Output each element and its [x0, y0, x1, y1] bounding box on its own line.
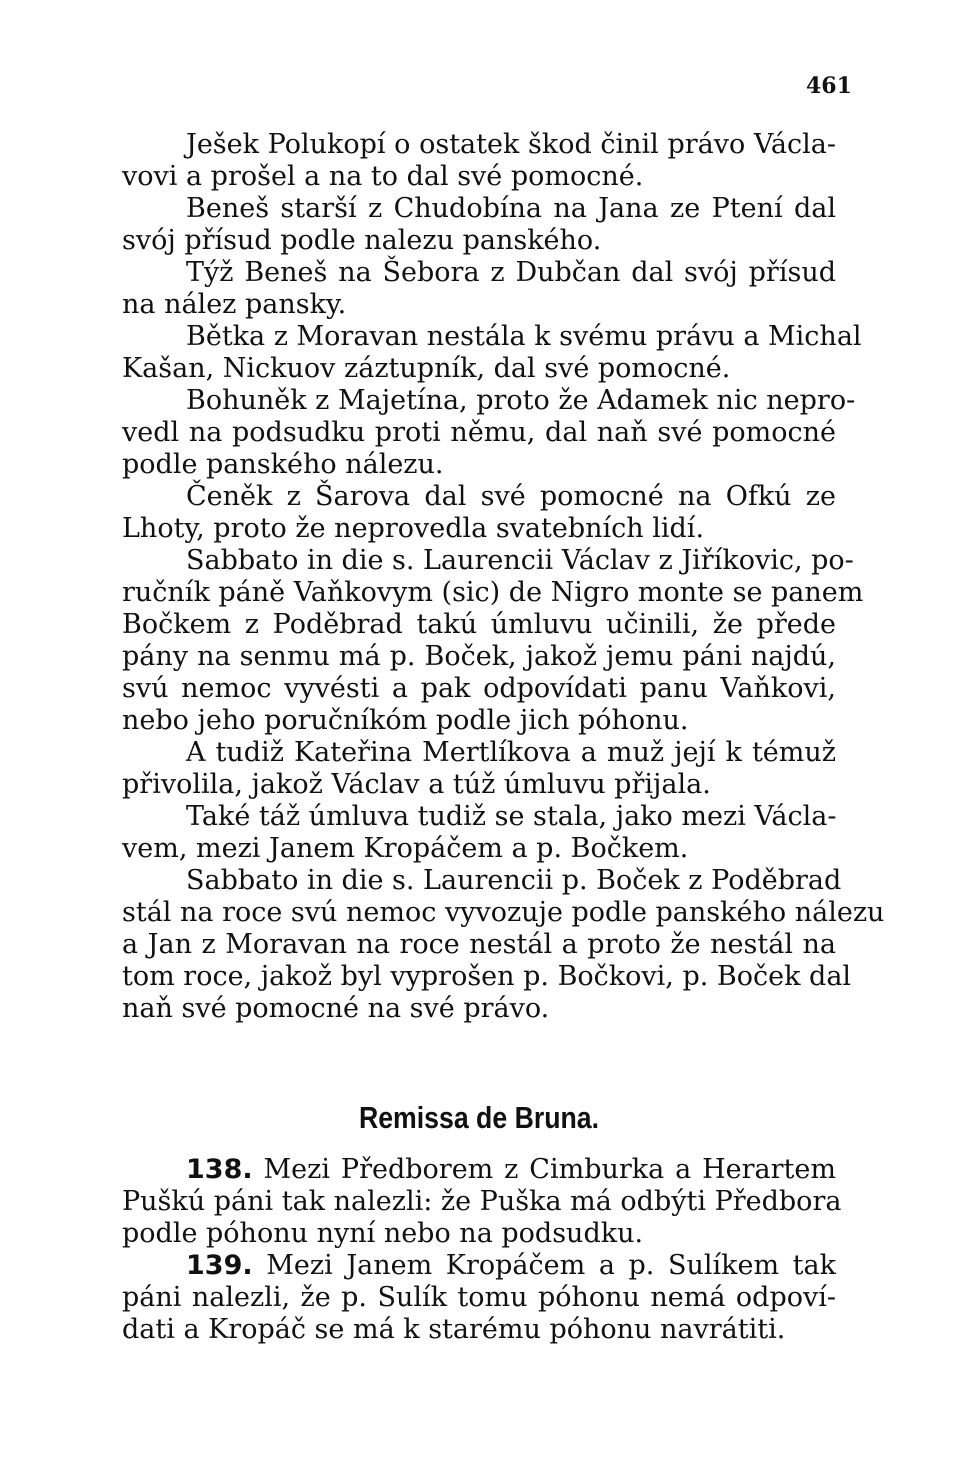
paragraph: [122, 385, 856, 481]
text-line: dati a Kropáč se má k starému póhonu navrátiti.: [122, 1314, 786, 1345]
text-line: vedl na podsudku proti němu, dal naň své pomocné: [122, 417, 836, 448]
text-line: přivolila, jakož Václav a túž úmluvu přijala.: [122, 769, 711, 800]
text-line: tom roce, jakož byl vyprošen p. Bočkovi, p. Boček dal: [122, 961, 852, 992]
text-line: ručník páně Vaňkovym (sic) de Nigro monte se panem: [122, 577, 864, 608]
paragraph: [122, 321, 862, 385]
text-line: podle panského nálezu.: [122, 449, 444, 480]
text-line: vovi a prošel a na to dal své pomocné.: [122, 161, 644, 192]
text-line: Sabbato in die s. Laurencii Václav z Jiříkovic, po-: [186, 545, 854, 576]
paragraph-first-line: Mezi Předborem z Cimburka a Herartem: [263, 1154, 836, 1185]
numbered-paragraph: [122, 1250, 836, 1346]
paragraph-number: 139.: [186, 1250, 253, 1281]
text-line: naň své pomocné na své právo.: [122, 993, 550, 1024]
paragraph: [122, 129, 836, 193]
text-line: Bohuněk z Majetína, proto že Adamek nic nepro-: [186, 385, 856, 416]
paragraph: [122, 481, 836, 545]
text-line: na nález pansky.: [122, 289, 347, 320]
paragraph: [122, 545, 864, 737]
text-line: Také táž úmluva tudiž se stala, jako mezi Václa-: [186, 801, 837, 832]
text-line: Puškú páni tak nalezli: že Puška má odbýti Předbora: [122, 1186, 842, 1217]
section-heading: Remissa de Bruna.: [358, 1100, 600, 1135]
text-line: Beneš starší z Chudobína na Jana ze Ptení dal: [186, 193, 836, 224]
text-line: a Jan z Moravan na roce nestál a proto že nestál na: [122, 929, 836, 960]
paragraph-first-line: Mezi Janem Kropáčem a p. Sulíkem tak: [266, 1250, 836, 1281]
paragraph: [122, 801, 836, 865]
text-line: nebo jeho poručníkóm podle jich póhonu.: [122, 705, 689, 736]
numbered-entries: [122, 1154, 842, 1346]
text-line: páni nalezli, že p. Sulík tomu póhonu nemá odpoví-: [122, 1282, 836, 1313]
text-line: svój přísud podle nalezu panského.: [122, 225, 602, 256]
paragraph-number: 138.: [186, 1154, 253, 1185]
paragraph: [122, 865, 885, 1025]
paragraph: [122, 193, 836, 257]
text-line: Kašan, Nickuov záztupník, dal své pomocné.: [122, 353, 731, 384]
text-line: Ješek Polukopí o ostatek škod činil právo Václa-: [186, 129, 836, 160]
text-line: Bočkem z Poděbrad takú úmluvu učinili, že přede: [122, 609, 836, 640]
paragraph: [122, 737, 836, 801]
text-line: Čeněk z Šarova dal své pomocné na Ofkú ze: [186, 481, 836, 512]
text-line: Sabbato in die s. Laurencii p. Boček z Poděbrad: [186, 865, 842, 896]
text-line: [122, 1154, 836, 1186]
text-line: podle póhonu nyní nebo na podsudku.: [122, 1218, 644, 1249]
page-number: 461: [806, 73, 852, 99]
text-line: Bětka z Moravan nestála k svému právu a Michal: [186, 321, 862, 352]
text-line: [122, 1250, 836, 1282]
text-line: A tudiž Kateřina Mertlíkova a muž její k témuž: [186, 737, 836, 768]
text-line: Lhoty, proto že neprovedla svatebních lidí.: [122, 513, 705, 544]
numbered-paragraph: [122, 1154, 842, 1250]
text-line: svú nemoc vyvésti a pak odpovídati panu Vaňkovi,: [122, 673, 836, 704]
text-line: Týž Beneš na Šebora z Dubčan dal svój přísud: [186, 257, 836, 288]
text-line: vem, mezi Janem Kropáčem a p. Bočkem.: [122, 833, 689, 864]
text-line: stál na roce svú nemoc vyvozuje podle panského nálezu: [122, 897, 885, 928]
body-text: [122, 129, 885, 1025]
paragraph: [122, 257, 836, 321]
text-line: pány na senmu má p. Boček, jakož jemu páni najdú,: [122, 641, 836, 672]
